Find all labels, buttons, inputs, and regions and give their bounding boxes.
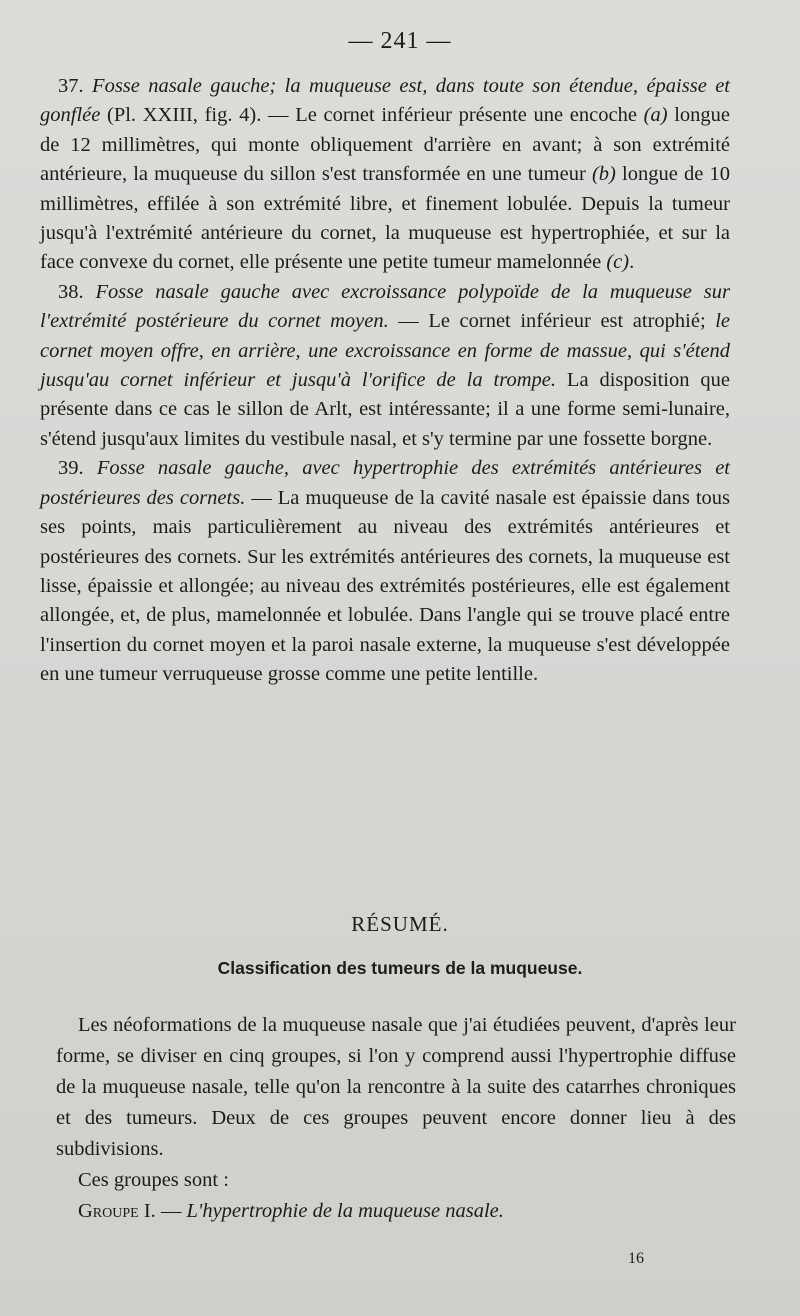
section-subheading: Classification des tumeurs de la muqueuse. [217,958,583,978]
item-title: Fosse nasale gauche, avec hypertrophie des extrémités antérieures et postérieures des cornets. [40,457,731,509]
item-text: longue de 12 millimètres, qui monte obliquement d'arrière en avant; à son extrémité antérieure, la muqueuse du sillon s'est transformée en une tumeur [40,104,730,186]
main-text [40,72,730,690]
page-number: — 241 — [348,28,452,54]
group-dash: — [155,1200,187,1222]
section-heading: RÉSUMÉ. [351,912,449,936]
paragraph-38 [40,278,730,454]
item-title: Fosse nasale gauche; la muqueuse est, dans toute son étendue, épaisse et gonflée [40,75,731,127]
group-line [56,1196,736,1227]
item-text: — Le cornet inférieur est atrophié; [388,310,716,333]
item-text: longue de 10 millimètres, effilée à son extrémité libre, et finement lobulée. Depuis la tumeur jusqu'à l'extrémité antérieure du cornet, la muqueuse est hypertrophiée, et sur la face convexe du cornet, elle présente une petite tumeur mamelonnée [40,163,730,274]
item-number: 37. [58,75,84,97]
signature-mark: 16 [628,1250,644,1267]
resume-text [56,1010,736,1227]
figure-mark-b: (b) [591,163,616,186]
paragraph-37 [40,72,730,278]
item-text: La disposition que présente dans ce cas le sillon de Arlt, est intéressante; il a une forme semi-lunaire, s'étend jusqu'aux limites du vestibule nasal, et s'y termine par une fossette borgne. [40,369,730,450]
item-number: 38. [58,280,96,303]
figure-mark-c: (c) [606,251,630,274]
paragraph-39 [40,454,730,689]
item-text: Le cornet inférieur présente une encoche [295,104,644,127]
resume-paragraph: Les néoformations de la muqueuse nasale que j'ai étudiées peuvent, d'après leur forme, se diviser en cinq groupes, si l'on y comprend aussi l'hypertrophie diffuse de la muqueuse nasale, telle qu'on la rencontre à la suite des catarrhes chroniques et des tumeurs. Deux de ces groupes peuvent encore donner lieu à des subdivisions. [56,1014,736,1160]
plate-reference: (Pl. XXIII, fig. 4). — [100,104,296,127]
item-number: 39. [58,457,97,480]
group-label: Groupe I. [78,1200,156,1222]
resume-paragraph: Ces groupes sont : [78,1169,229,1191]
item-title: Fosse nasale gauche avec excroissance polypoïde de la muqueuse sur l'extrémité postérieure du cornet moyen. [40,280,730,333]
group-title: L'hypertrophie de la muqueuse nasale. [186,1200,504,1222]
figure-mark-a: (a) [643,104,668,127]
item-italic-text: le cornet moyen offre, en arrière, une excroissance en forme de massue, qui s'étend jusqu'au cornet inférieur et jusqu'à l'orifice de la trompe. [40,310,731,392]
item-text: . [629,251,635,274]
item-text: — La muqueuse de la cavité nasale est épaissie dans tous ses points, mais particulièrement au niveau des extrémités antérieures et postérieures des cornets. Sur les extrémités antérieures des cornets, la muqueuse est lisse, épaissie et allongée; au niveau des extrémités postérieures, elle est également allongée, et, de plus, mamelonnée et lobulée. Dans l'angle qui se trouve placé entre l'insertion du cornet moyen et la paroi nasale externe, la muqueuse s'est développée en une tumeur verruqueuse grosse comme une petite lentille. [40,486,730,686]
